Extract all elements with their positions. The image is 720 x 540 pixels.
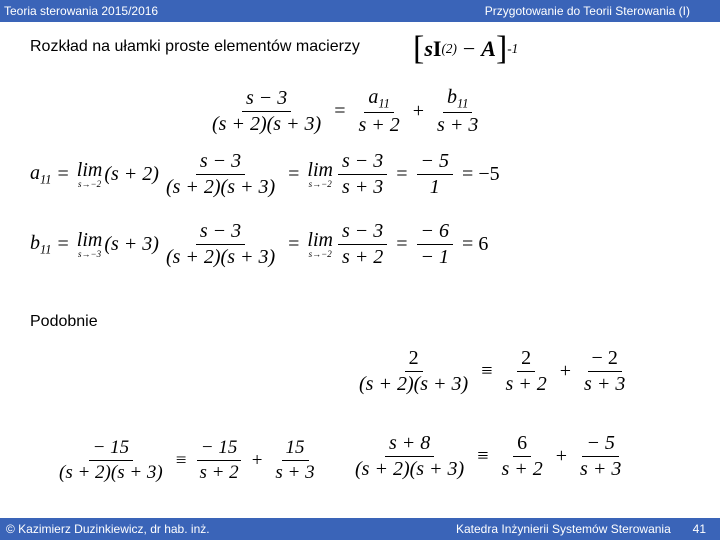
term-b11: $\frac{b_{11}}{s + 3}$ xyxy=(437,86,479,137)
var-s: s xyxy=(424,36,433,61)
inverse-exponent: -1 xyxy=(507,41,519,56)
matrix-A: A xyxy=(481,36,496,61)
equation-element-s-plus-8: $\frac{s + 8}{(s + 2)(s + 3)}$ ≡ $\frac{6}{s + 2}$ + $\frac{- 5}{s + 3}$ xyxy=(355,432,622,480)
minus-sign: − xyxy=(462,36,476,61)
label-podobnie: Podobnie xyxy=(30,313,98,330)
header-bar xyxy=(0,0,720,22)
header-course: Teoria sterowania 2015/2016 xyxy=(4,4,159,18)
footer-department: Katedra Inżynierii Systemów Sterowania xyxy=(456,522,671,536)
matrix-expression xyxy=(413,30,518,68)
term-a11: $\frac{a_{11}}{s + 2}$ xyxy=(358,86,400,137)
footer-bar xyxy=(0,518,720,540)
right-bracket: ] xyxy=(495,30,508,67)
footer-author: © Kazimierz Duzinkiewicz, dr hab. inż. xyxy=(6,522,210,536)
header-topic: Przygotowanie do Teorii Sterowania (I) xyxy=(484,4,690,18)
equation-element-minus15: $\frac{- 15}{(s + 2)(s + 3)}$ ≡ $\frac{- 15}{s + 2}$ + $\frac{15}{s + 3}$ xyxy=(59,437,315,483)
limit-operator: lim s→−2 xyxy=(76,159,103,189)
equation-a11: $a_{11}$ = lim s→−2 (s + 2) $\frac{s - 3}{(s + 2)(s + 3)}$ = lim s→−2 $\frac{s - 3}{s + 3}$ = $\frac{- 5}{1}$ = −5 xyxy=(30,150,500,198)
equation-decomposition: $\frac{s - 3}{(s + 2)(s + 3)}$ = $\frac{a_{11}}{s + 2}$ + $\frac{b_{11}}{s + 3}$ xyxy=(205,86,485,137)
equation-element-2: $\frac{2}{(s + 2)(s + 3)}$ ≡ $\frac{2}{s + 2}$ + $\frac{- 2}{s + 3}$ xyxy=(359,347,626,395)
lhs-fraction: $\frac{s - 3}{(s + 2)(s + 3)}$ xyxy=(212,87,322,136)
left-bracket: [ xyxy=(413,30,425,67)
slide-title xyxy=(30,38,360,56)
equation-b11: $b_{11}$ = lim s→−3 (s + 3) $\frac{s - 3}{(s + 2)(s + 3)}$ = lim s→−2 $\frac{s - 3}{s + 2}$ = $\frac{- 6}{- 1}$ = 6 xyxy=(30,220,489,268)
identity-I: I xyxy=(432,36,442,61)
slide-title-text: Rozkład na ułamki proste elementów macierzy xyxy=(30,38,360,55)
page-number: 41 xyxy=(692,522,706,536)
identity-order: (2) xyxy=(441,41,457,56)
